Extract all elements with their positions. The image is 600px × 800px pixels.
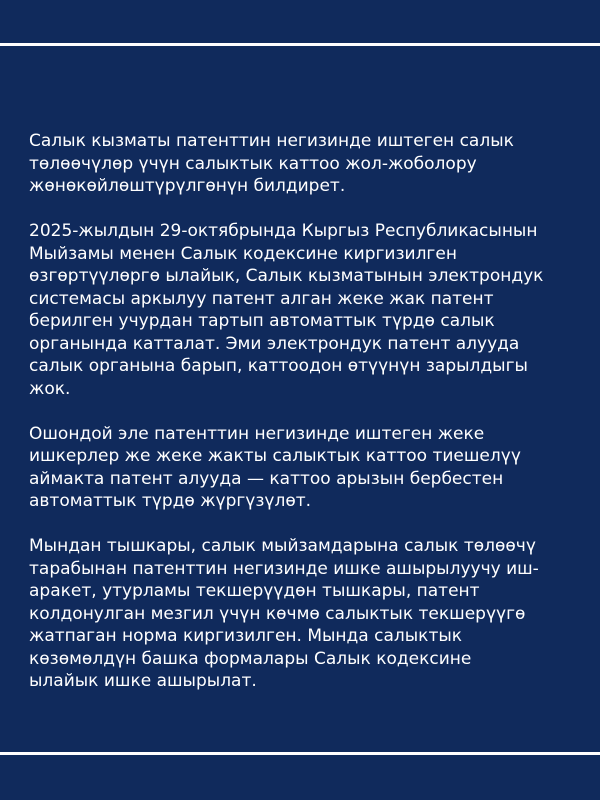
bottom-divider xyxy=(0,752,600,755)
top-divider xyxy=(0,43,600,46)
paragraph-law-change: 2025-жылдын 29-октябрында Кыргыз Республикасынын Мыйзамы менен Салык кодексине киргизилген өзгөртүүлөргө ылайык, Салык кызматынын электрондук системасы аркылуу патент алган жеке жак патент берилген учурдан тартып автоматтык түрдө салык органында катталат. Эми электрондук патент алууда салык органына барып, каттоодон өтүүнүн зарылдыгы жок. xyxy=(29,221,544,399)
paragraph-registration: Ошондой эле патенттин негизинде иштеген жеке ишкерлер же жеке жакты салыктык каттоо тиешелүү аймакта патент алууда — каттоо арызын бербестен автоматтык түрдө жүргүзүлөт. xyxy=(29,423,521,511)
article-body xyxy=(29,130,585,693)
paragraph-inspection: Мындан тышкары, салык мыйзамдарына салык төлөөчү тарабынан патенттин негизинде ишке ашырылуучу иш- аракет, утурламы текшерүүдөн тышкары, патент колдонулган мезгил үчүн көчмө салыктык текшерүүгө жатпаган норма киргизилген. Мында салыктык көзөмөлдүн башка формалары Салык кодексине ылайык ишке ашырылат. xyxy=(29,536,539,691)
paragraph-intro: Салык кызматы патенттин негизинде иштеген салык төлөөчүлөр үчүн салыктык каттоо жол-жоболору жөнөкөйлөштүрүлгөнүн билдирет. xyxy=(29,131,514,196)
